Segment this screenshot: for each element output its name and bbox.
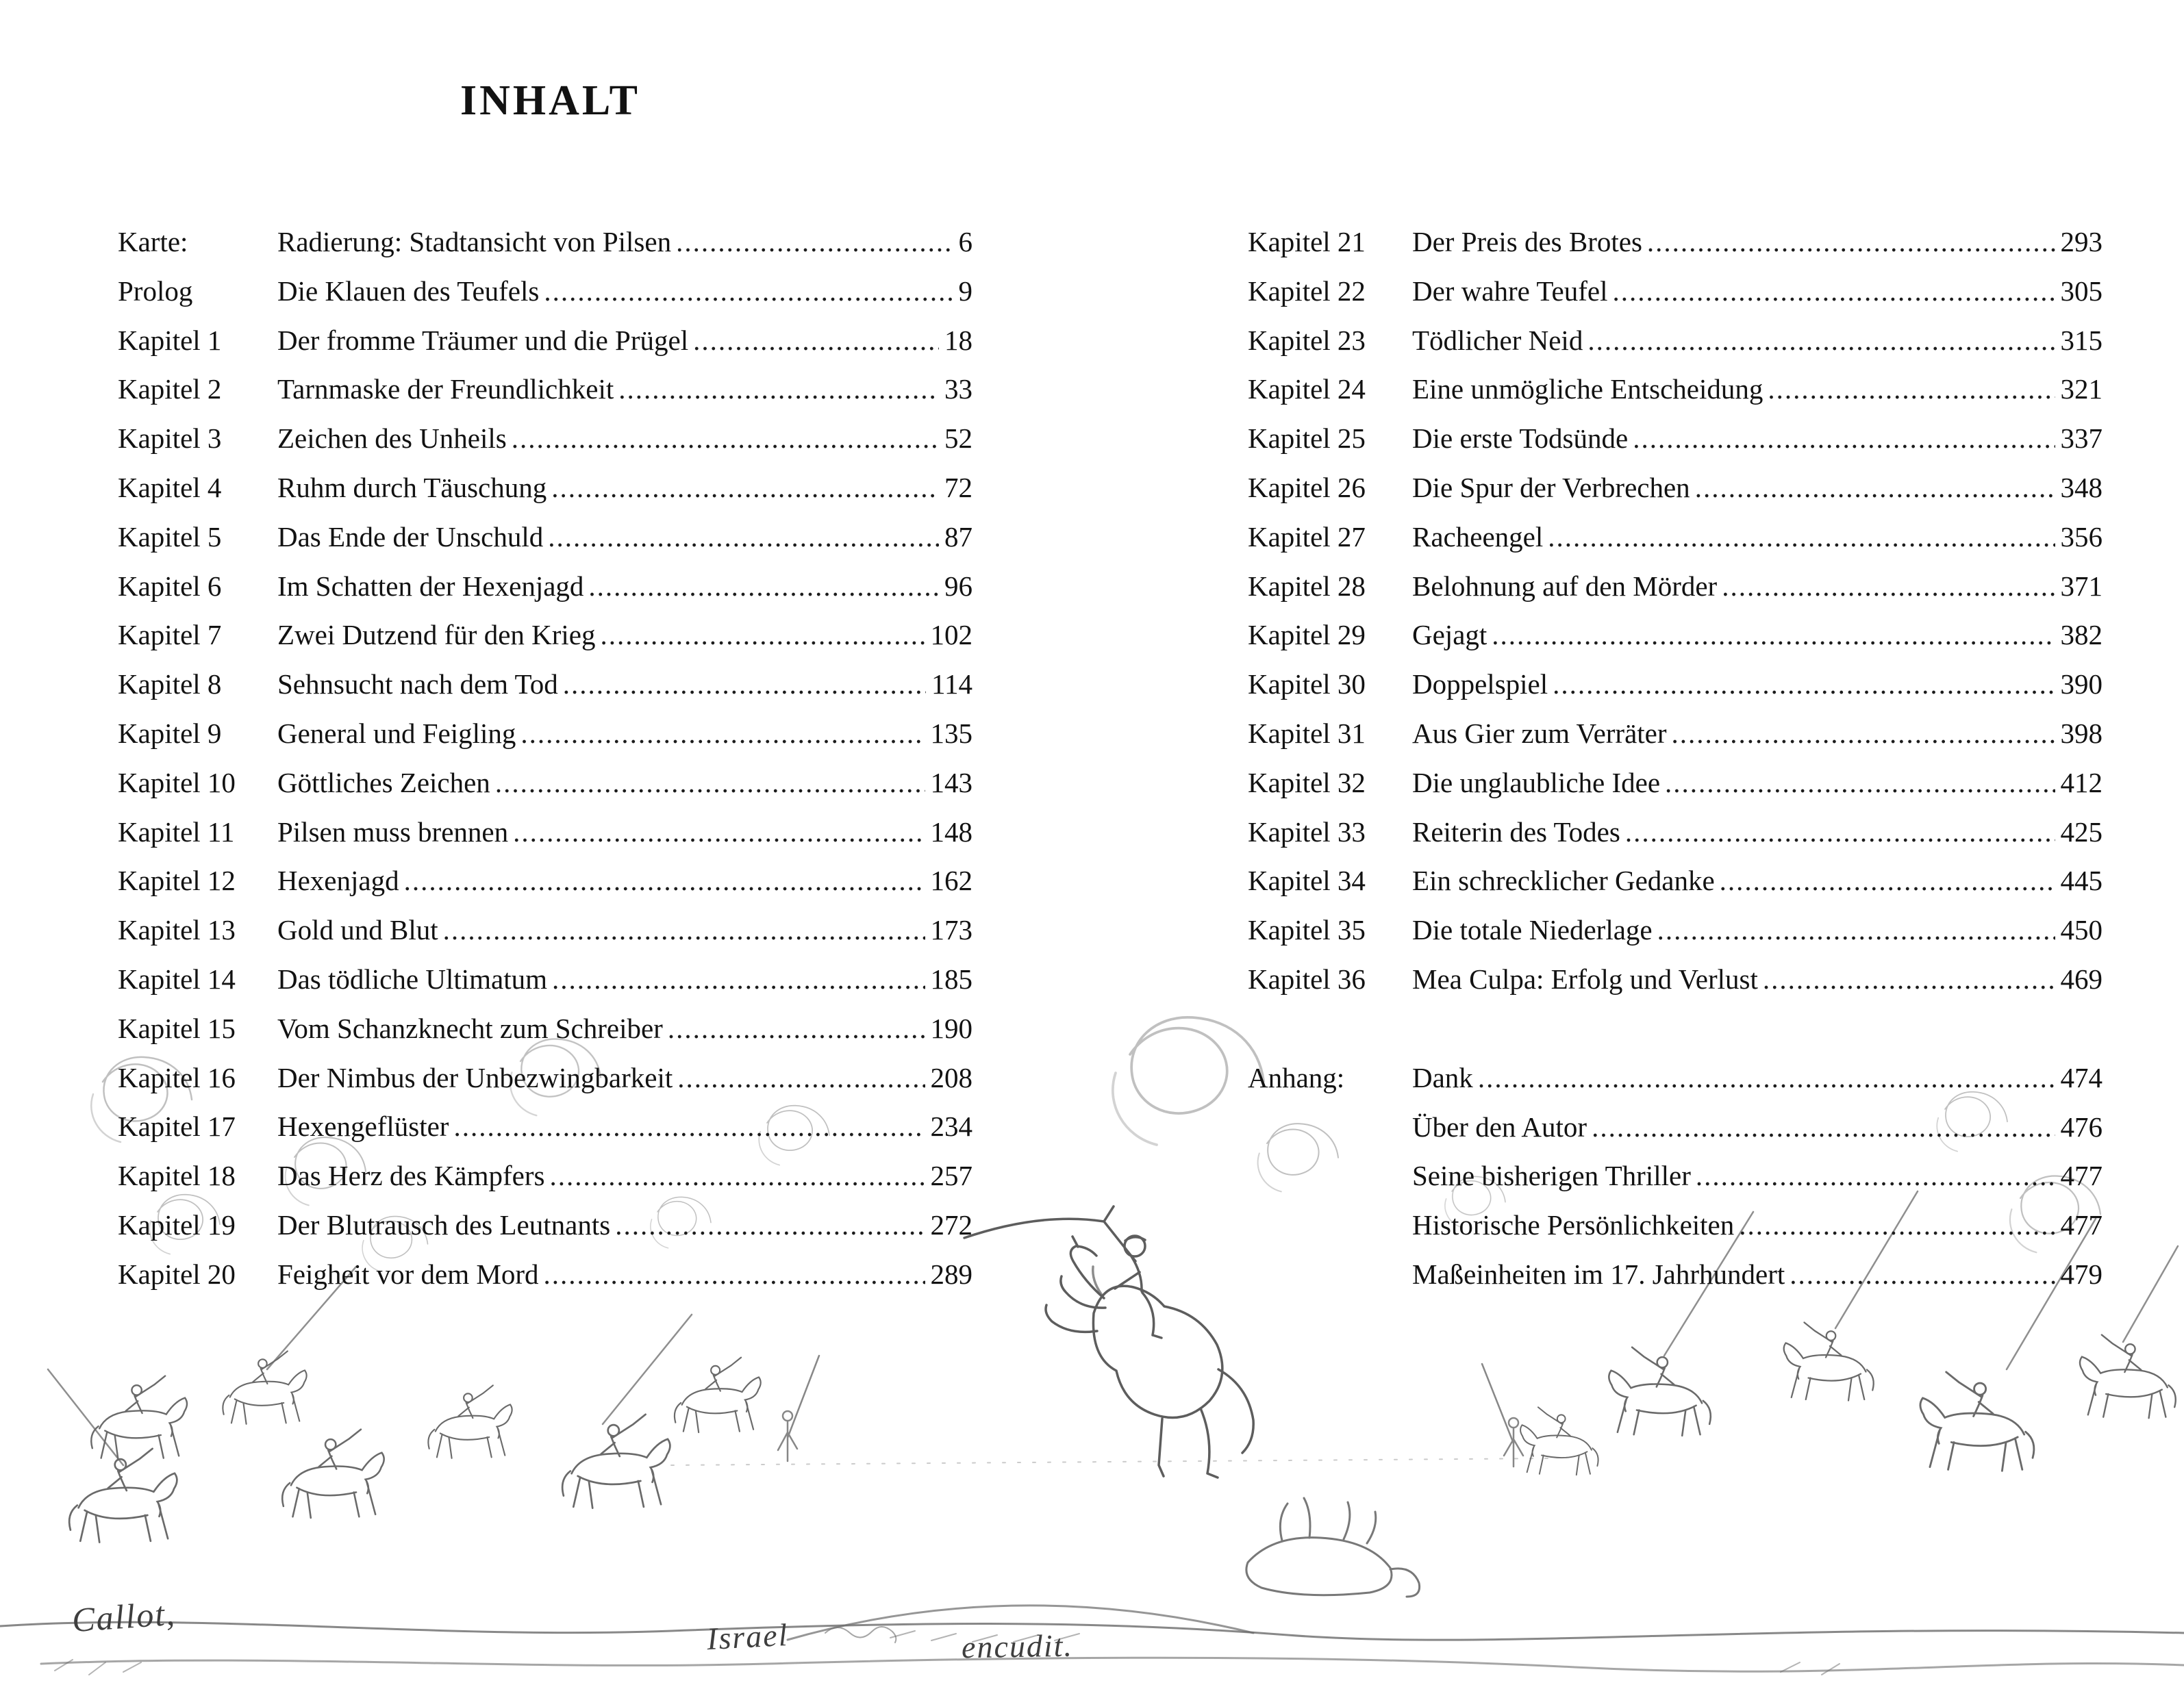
dot-leader — [1548, 513, 2055, 562]
etching-signature-callot: Callot, — [71, 1593, 177, 1640]
toc-entry — [118, 316, 972, 366]
toc-entry-page: 102 — [930, 619, 972, 651]
toc-entry-label: Kapitel 26 — [1248, 471, 1366, 503]
toc-entry-label: Prolog — [118, 275, 193, 307]
toc-entry-page: 412 — [2060, 766, 2103, 798]
toc-entry — [118, 562, 972, 611]
page-title: INHALT — [460, 77, 640, 124]
toc-entry-label: Kapitel 19 — [118, 1208, 236, 1241]
toc-entry-title: Zwei Dutzend für den Krieg — [277, 619, 596, 651]
toc-entry-page: 469 — [2060, 963, 2103, 995]
toc-entry — [118, 267, 972, 316]
dot-leader — [543, 1250, 925, 1300]
toc-entry-title: Doppelspiel — [1412, 668, 1548, 700]
toc-entry-title: Tödlicher Neid — [1412, 324, 1583, 356]
toc-entry — [118, 1004, 972, 1054]
toc-entry-label: Kapitel 31 — [1248, 717, 1366, 749]
toc-entry-title: Die erste Todsünde — [1412, 422, 1629, 455]
toc-entry-title: Zeichen des Unheils — [277, 422, 507, 455]
toc-entry-title: General und Feigling — [277, 717, 516, 749]
toc-entry — [1248, 660, 2103, 709]
toc-entry-page: 315 — [2060, 324, 2103, 356]
toc-entry-title: Radierung: Stadtansicht von Pilsen — [277, 226, 672, 257]
toc-entry-title: Ruhm durch Täuschung — [277, 471, 547, 503]
toc-entry-title: Die totale Niederlage — [1412, 914, 1653, 946]
toc-entry-page: 305 — [2060, 275, 2103, 307]
dot-leader — [1492, 611, 2055, 660]
toc-entry-page: 143 — [930, 766, 972, 798]
toc-entry-page: 398 — [2060, 717, 2103, 749]
toc-entry-page: 234 — [930, 1111, 972, 1143]
toc-entry-label: Kapitel 20 — [118, 1258, 236, 1290]
toc-entry-title: Vom Schanzknecht zum Schreiber — [277, 1012, 663, 1044]
toc-entry-label: Kapitel 35 — [1248, 914, 1366, 946]
toc-entry — [118, 464, 972, 513]
toc-entry-title: Das Ende der Unschuld — [277, 520, 544, 553]
toc-entry — [118, 857, 972, 906]
toc-entry-title: Der Preis des Brotes — [1412, 226, 1642, 257]
toc-entry-label: Kapitel 28 — [1248, 570, 1366, 602]
toc-entry-title: Der fromme Träumer und die Prügel — [277, 324, 689, 356]
toc-entry-page: 356 — [2060, 520, 2103, 553]
toc-entry — [118, 955, 972, 1004]
toc-entry — [118, 660, 972, 709]
toc-entry — [1248, 1054, 2103, 1103]
toc-entry-page: 337 — [2060, 422, 2103, 455]
toc-entry-title: Maßeinheiten im 17. Jahrhundert — [1412, 1258, 1785, 1290]
toc-entry-label: Kapitel 9 — [118, 717, 222, 749]
dot-leader — [693, 316, 939, 366]
toc-entry — [1248, 1250, 2103, 1300]
etching-inscription-israel: Israel — [705, 1617, 790, 1657]
toc-entry-title: Eine unmögliche Entscheidung — [1412, 373, 1763, 405]
dot-leader — [1592, 1103, 2055, 1152]
toc-entry-page: 87 — [944, 520, 972, 553]
dot-leader — [615, 1201, 925, 1250]
toc-entry-title: Racheengel — [1412, 520, 1544, 553]
toc-entry-title: Gold und Blut — [277, 914, 438, 946]
toc-entry-title: Reiterin des Todes — [1412, 815, 1620, 848]
dot-leader — [618, 365, 939, 414]
toc-entry-page: 6 — [958, 226, 972, 257]
toc-entry-title: Ein schrecklicher Gedanke — [1412, 865, 1715, 897]
toc-entry — [1248, 562, 2103, 611]
toc-entry-title: Belohnung auf den Mörder — [1412, 570, 1718, 602]
dot-leader — [551, 464, 939, 513]
dot-leader — [1768, 365, 2055, 414]
toc-entry-title: Die Klauen des Teufels — [277, 275, 540, 307]
dot-leader — [1763, 955, 2055, 1004]
toc-entry — [118, 1054, 972, 1103]
toc-entry-label: Kapitel 27 — [1248, 520, 1366, 553]
dot-leader — [563, 660, 926, 709]
toc-entry-title: Über den Autor — [1412, 1111, 1587, 1143]
toc-entry-page: 52 — [944, 422, 972, 455]
toc-entry-page: 257 — [930, 1160, 972, 1192]
toc-entry-page: 114 — [931, 668, 972, 700]
toc-entry-page: 173 — [930, 914, 972, 946]
toc-entry-page: 135 — [930, 717, 972, 749]
toc-entry — [118, 808, 972, 857]
toc-column-left — [118, 218, 972, 1300]
toc-entry-label: Kapitel 22 — [1248, 275, 1366, 307]
toc-entry-label: Kapitel 25 — [1248, 422, 1366, 455]
toc-entry — [1248, 808, 2103, 857]
toc-entry-page: 477 — [2060, 1160, 2103, 1192]
dot-leader — [1665, 759, 2055, 808]
toc-entry-page: 474 — [2060, 1061, 2103, 1093]
toc-entry-page: 382 — [2060, 619, 2103, 651]
toc-entry-title: Aus Gier zum Verräter — [1412, 717, 1667, 749]
toc-entry-label: Kapitel 12 — [118, 865, 236, 897]
dot-leader — [404, 857, 925, 906]
toc-entry-page: 18 — [944, 324, 972, 356]
toc-entry — [1248, 365, 2103, 414]
toc-entry-page: 9 — [958, 275, 972, 307]
toc-entry-title: Dank — [1412, 1061, 1473, 1093]
toc-entry-label: Kapitel 14 — [118, 963, 236, 995]
toc-entry-title: Pilsen muss brennen — [277, 815, 509, 848]
dot-leader — [443, 906, 925, 955]
toc-entry-label: Kapitel 13 — [118, 914, 236, 946]
toc-entry — [1248, 759, 2103, 808]
toc-entry-label: Kapitel 7 — [118, 619, 222, 651]
dot-leader — [588, 562, 939, 611]
toc-entry — [1248, 513, 2103, 562]
toc-entry-title: Mea Culpa: Erfolg und Verlust — [1412, 963, 1758, 995]
dot-leader — [1553, 660, 2055, 709]
toc-entry-label: Kapitel 4 — [118, 471, 222, 503]
toc-entry-label: Anhang: — [1248, 1061, 1345, 1093]
toc-entry — [118, 906, 972, 955]
toc-entry — [1248, 906, 2103, 955]
toc-entry-title: Im Schatten der Hexenjagd — [277, 570, 584, 602]
toc-entry — [1248, 1152, 2103, 1201]
toc-entry — [118, 1102, 972, 1152]
dot-leader — [548, 513, 939, 562]
dot-leader — [453, 1102, 925, 1152]
toc-entry-title: Das tödliche Ultimatum — [277, 963, 547, 995]
toc-entry — [1248, 464, 2103, 513]
toc-entry-label: Kapitel 34 — [1248, 865, 1366, 897]
toc-entry — [1248, 857, 2103, 906]
toc-entry-page: 293 — [2060, 226, 2103, 257]
dot-leader — [549, 1152, 925, 1201]
toc-entry — [118, 365, 972, 414]
toc-entry-page: 185 — [930, 963, 972, 995]
toc-entry-page: 148 — [930, 815, 972, 848]
dot-leader — [1478, 1054, 2055, 1103]
toc-entry-page: 348 — [2060, 471, 2103, 503]
toc-entry-title: Der wahre Teufel — [1412, 275, 1608, 307]
toc-entry-label: Kapitel 8 — [118, 668, 222, 700]
dot-leader — [1739, 1201, 2055, 1250]
toc-entry-label: Kapitel 1 — [118, 324, 222, 356]
toc-entry-page: 96 — [944, 570, 972, 602]
toc-entry-label: Kapitel 6 — [118, 570, 222, 602]
toc-entry-page: 371 — [2060, 570, 2103, 602]
toc-entry-page: 272 — [930, 1208, 972, 1241]
toc-entry-title: Göttliches Zeichen — [277, 766, 490, 798]
dot-leader — [544, 267, 953, 316]
dot-leader — [601, 611, 925, 660]
toc-entry-label: Kapitel 29 — [1248, 619, 1366, 651]
toc-entry-title: Gejagt — [1412, 619, 1488, 651]
toc-entry — [1248, 218, 2103, 267]
toc-entry-label: Kapitel 15 — [118, 1012, 236, 1044]
toc-entry-title: Der Nimbus der Unbezwingbarkeit — [277, 1061, 673, 1093]
toc-entry — [118, 709, 972, 759]
toc-entry-title: Hexenjagd — [277, 865, 399, 897]
toc-entry-page: 72 — [944, 471, 972, 503]
toc-entry-label: Karte: — [118, 226, 188, 257]
dot-leader — [1613, 267, 2055, 316]
toc-entry-label: Kapitel 10 — [118, 766, 236, 798]
dot-leader — [520, 709, 925, 759]
dot-leader — [1633, 414, 2055, 464]
dot-leader — [513, 808, 925, 857]
toc-entry-title: Feigheit vor dem Mord — [277, 1258, 539, 1290]
toc-entry-title: Der Blutrausch des Leutnants — [277, 1208, 611, 1241]
toc-entry-label: Kapitel 33 — [1248, 815, 1366, 848]
toc-entry — [118, 414, 972, 464]
toc-entry — [1248, 267, 2103, 316]
toc-column-right — [1248, 218, 2103, 1300]
toc-entry — [118, 759, 972, 808]
toc-entry-page: 162 — [930, 865, 972, 897]
toc-entry — [118, 611, 972, 660]
toc-entry-page: 476 — [2060, 1111, 2103, 1143]
toc-entry-label: Kapitel 11 — [118, 815, 235, 848]
toc-entry — [1248, 611, 2103, 660]
dot-leader — [1587, 316, 2055, 366]
toc-entry — [118, 1152, 972, 1201]
dot-leader — [677, 1054, 925, 1103]
dot-leader — [1672, 709, 2055, 759]
dot-leader — [552, 955, 925, 1004]
dot-leader — [1696, 1152, 2055, 1201]
toc-entry-label: Kapitel 2 — [118, 373, 222, 405]
toc-entry-page: 479 — [2060, 1258, 2103, 1290]
dot-leader — [1790, 1250, 2055, 1300]
toc-entry-page: 445 — [2060, 865, 2103, 897]
toc-entry-page: 477 — [2060, 1209, 2103, 1241]
toc-entry — [118, 1201, 972, 1250]
etching-inscription-excudit: encudit. — [961, 1627, 1074, 1665]
dot-leader — [1647, 218, 2055, 267]
dot-leader — [1720, 857, 2055, 906]
toc-entry — [1248, 316, 2103, 366]
dot-leader — [1722, 562, 2055, 611]
toc-entry-page: 208 — [930, 1061, 972, 1093]
toc-entry — [118, 513, 972, 562]
toc-entry-page: 390 — [2060, 668, 2103, 700]
toc-entry-title: Die unglaubliche Idee — [1412, 766, 1661, 798]
toc-entry-title: Seine bisherigen Thriller — [1412, 1160, 1691, 1192]
toc-entry — [118, 218, 972, 267]
toc-right-chapters — [1248, 218, 2103, 1004]
toc-entry — [1248, 1103, 2103, 1152]
toc-entry-title: Hexengeflüster — [277, 1111, 449, 1143]
toc-entry — [118, 1250, 972, 1300]
toc-entry-title: Tarnmaske der Freundlichkeit — [277, 373, 614, 405]
toc-entry-label: Kapitel 32 — [1248, 766, 1366, 798]
dot-leader — [676, 218, 953, 267]
dot-leader — [1695, 464, 2055, 513]
toc-entry-label: Kapitel 21 — [1248, 226, 1366, 257]
toc-entry-label: Kapitel 5 — [118, 520, 222, 553]
toc-entry-label: Kapitel 24 — [1248, 373, 1366, 405]
toc-entry-title: Sehnsucht nach dem Tod — [277, 668, 558, 700]
toc-entry-label: Kapitel 16 — [118, 1061, 236, 1093]
toc-entry — [1248, 955, 2103, 1004]
toc-entry — [1248, 1201, 2103, 1250]
toc-entry-title: Das Herz des Kämpfers — [277, 1160, 545, 1192]
toc-entry-label: Kapitel 17 — [118, 1111, 236, 1143]
toc-entry-page: 33 — [944, 373, 972, 405]
toc-entry-label: Kapitel 3 — [118, 422, 222, 455]
dot-leader — [668, 1004, 925, 1054]
toc-entry-title: Historische Persönlichkeiten — [1412, 1209, 1735, 1241]
dot-leader — [512, 414, 939, 464]
toc-appendix-section — [1248, 1054, 2103, 1300]
toc-entry — [1248, 709, 2103, 759]
toc-entry-page: 289 — [930, 1258, 972, 1290]
toc-entry — [1248, 414, 2103, 464]
toc-entry-label: Kapitel 23 — [1248, 324, 1366, 356]
toc-entry-page: 425 — [2060, 815, 2103, 848]
toc-entry-label: Kapitel 36 — [1248, 963, 1366, 995]
toc-entry-label: Kapitel 18 — [118, 1160, 236, 1192]
toc-entry-title: Die Spur der Verbrechen — [1412, 471, 1690, 503]
toc-entry-label: Kapitel 30 — [1248, 668, 1366, 700]
dot-leader — [1657, 906, 2055, 955]
dot-leader — [495, 759, 925, 808]
toc-entry-page: 321 — [2060, 373, 2103, 405]
toc-entry-page: 190 — [930, 1012, 972, 1044]
dot-leader — [1625, 808, 2055, 857]
toc-entry-page: 450 — [2060, 914, 2103, 946]
